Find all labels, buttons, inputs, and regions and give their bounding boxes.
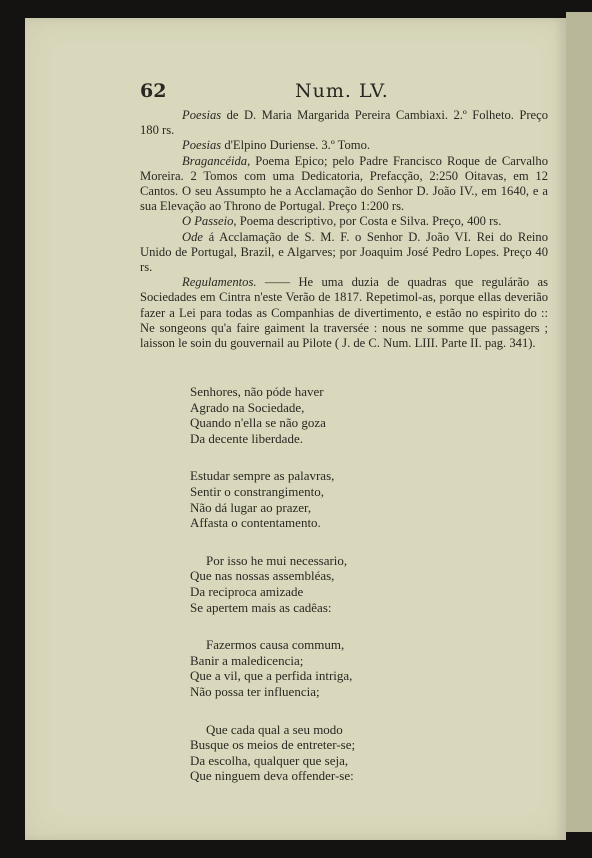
poem-stanza — [190, 637, 410, 699]
poem-verse: Banir a maledicencia; — [190, 652, 304, 668]
poem-verse: Não dá lugar ao prazer, — [190, 499, 312, 515]
entry-text: á Acclamação de S. M. F. o Senhor D. João VI. Rei do Reino Unido de Portugal, Brazil, e Algarves; por Joaquim José Pedro Lopes. Preço 40 rs. — [140, 229, 548, 275]
poem-verse: Que ninguem deva offender-se: — [190, 768, 354, 784]
entry-lead: Ode — [182, 229, 203, 244]
page-number: 62 — [140, 80, 167, 102]
poem-verse: Estudar sempre as palavras, — [190, 468, 335, 484]
running-title: Num. LV. — [295, 80, 389, 102]
entry-text: , Poema descriptivo, por Costa e Silva. Preço, 400 rs. — [233, 214, 502, 229]
entry-lead: Bragancéida — [182, 153, 248, 168]
poem-verse: Da decente liberdade. — [190, 430, 303, 446]
poem-stanza — [190, 722, 410, 784]
poem-verse: Que a vil, que a perfida intriga, — [190, 668, 353, 684]
page-header — [140, 80, 550, 104]
adjacent-page-edge — [566, 12, 592, 832]
poem-verse: Busque os meios de entreter-se; — [190, 737, 356, 753]
poem-verse: Agrado na Sociedade, — [190, 399, 305, 415]
entry-text: de D. Maria Margarida Pereira Cambiaxi. 2.º Folheto. Preço 180 rs. — [140, 108, 548, 138]
entry-o-passeio — [140, 214, 548, 229]
entry-poesias-cambiaxi — [140, 108, 548, 138]
entry-lead: O Passeio — [182, 214, 234, 229]
entry-text: , Poema Epico; pelo Padre Francisco Roque de Carvalho Moreira. 2 Tomos com uma Dedicatoria, Prefacção, 2:250 Oitavas, em 12 Cantos. O seu Assumpto he a Acclamação do Senhor D. João IV., em 1640, e a sua Elevação ao Throno de Portugal. Preço 1:200 rs. — [140, 153, 548, 214]
poem-verse: Fazermos causa commum, — [206, 637, 345, 653]
entry-bragenceida — [140, 154, 548, 215]
poem-stanza — [190, 384, 410, 446]
entry-poesias-elpino — [140, 138, 548, 153]
poem-verse: Senhores, não póde haver — [190, 384, 324, 399]
poem-verse: Não possa ter influencia; — [190, 683, 320, 699]
entry-lead: Poesias — [182, 138, 222, 153]
entry-lead: Poesias — [182, 108, 222, 122]
poem-verse: Da escolha, qualquer que seja, — [190, 752, 349, 768]
poem-verse: Da reciproca amizade — [190, 583, 304, 599]
poem-verse: Por isso he mui necessario, — [206, 552, 348, 568]
poem — [190, 384, 410, 806]
entry-text: d'Elpino Duriense. 3.º Tomo. — [221, 138, 371, 153]
entry-ode — [140, 230, 548, 276]
entry-text: —— He uma duzia de quadras que regulárão as Sociedades em Cintra n'este Verão de 1817. Repetimol-as, porque ellas deverião fazer a Lei para todas as Companhias de divertimento, e estão no espirito do :: Ne songeons qu'a faire gaiment la traversée : nous ne somme que passagers ; laisson le soin du gouvernail au Pilote ( J. de C. Num. LIII. Parte II. pag. 341). — [140, 275, 548, 351]
entry-regulamentos — [140, 275, 548, 351]
bibliography-entries — [140, 108, 548, 351]
poem-verse: Sentir o constrangimento, — [190, 483, 324, 499]
poem-stanza — [190, 468, 410, 530]
poem-stanza — [190, 553, 410, 615]
poem-verse: Que nas nossas assembléas, — [190, 568, 335, 584]
poem-verse: Que cada qual a seu modo — [206, 721, 343, 737]
poem-verse: Quando n'ella se não goza — [190, 415, 326, 431]
poem-verse: Se apertem mais as cadêas: — [190, 599, 332, 615]
entry-lead: Regulamentos. — [182, 275, 257, 290]
poem-verse: Affasta o contentamento. — [190, 515, 321, 531]
